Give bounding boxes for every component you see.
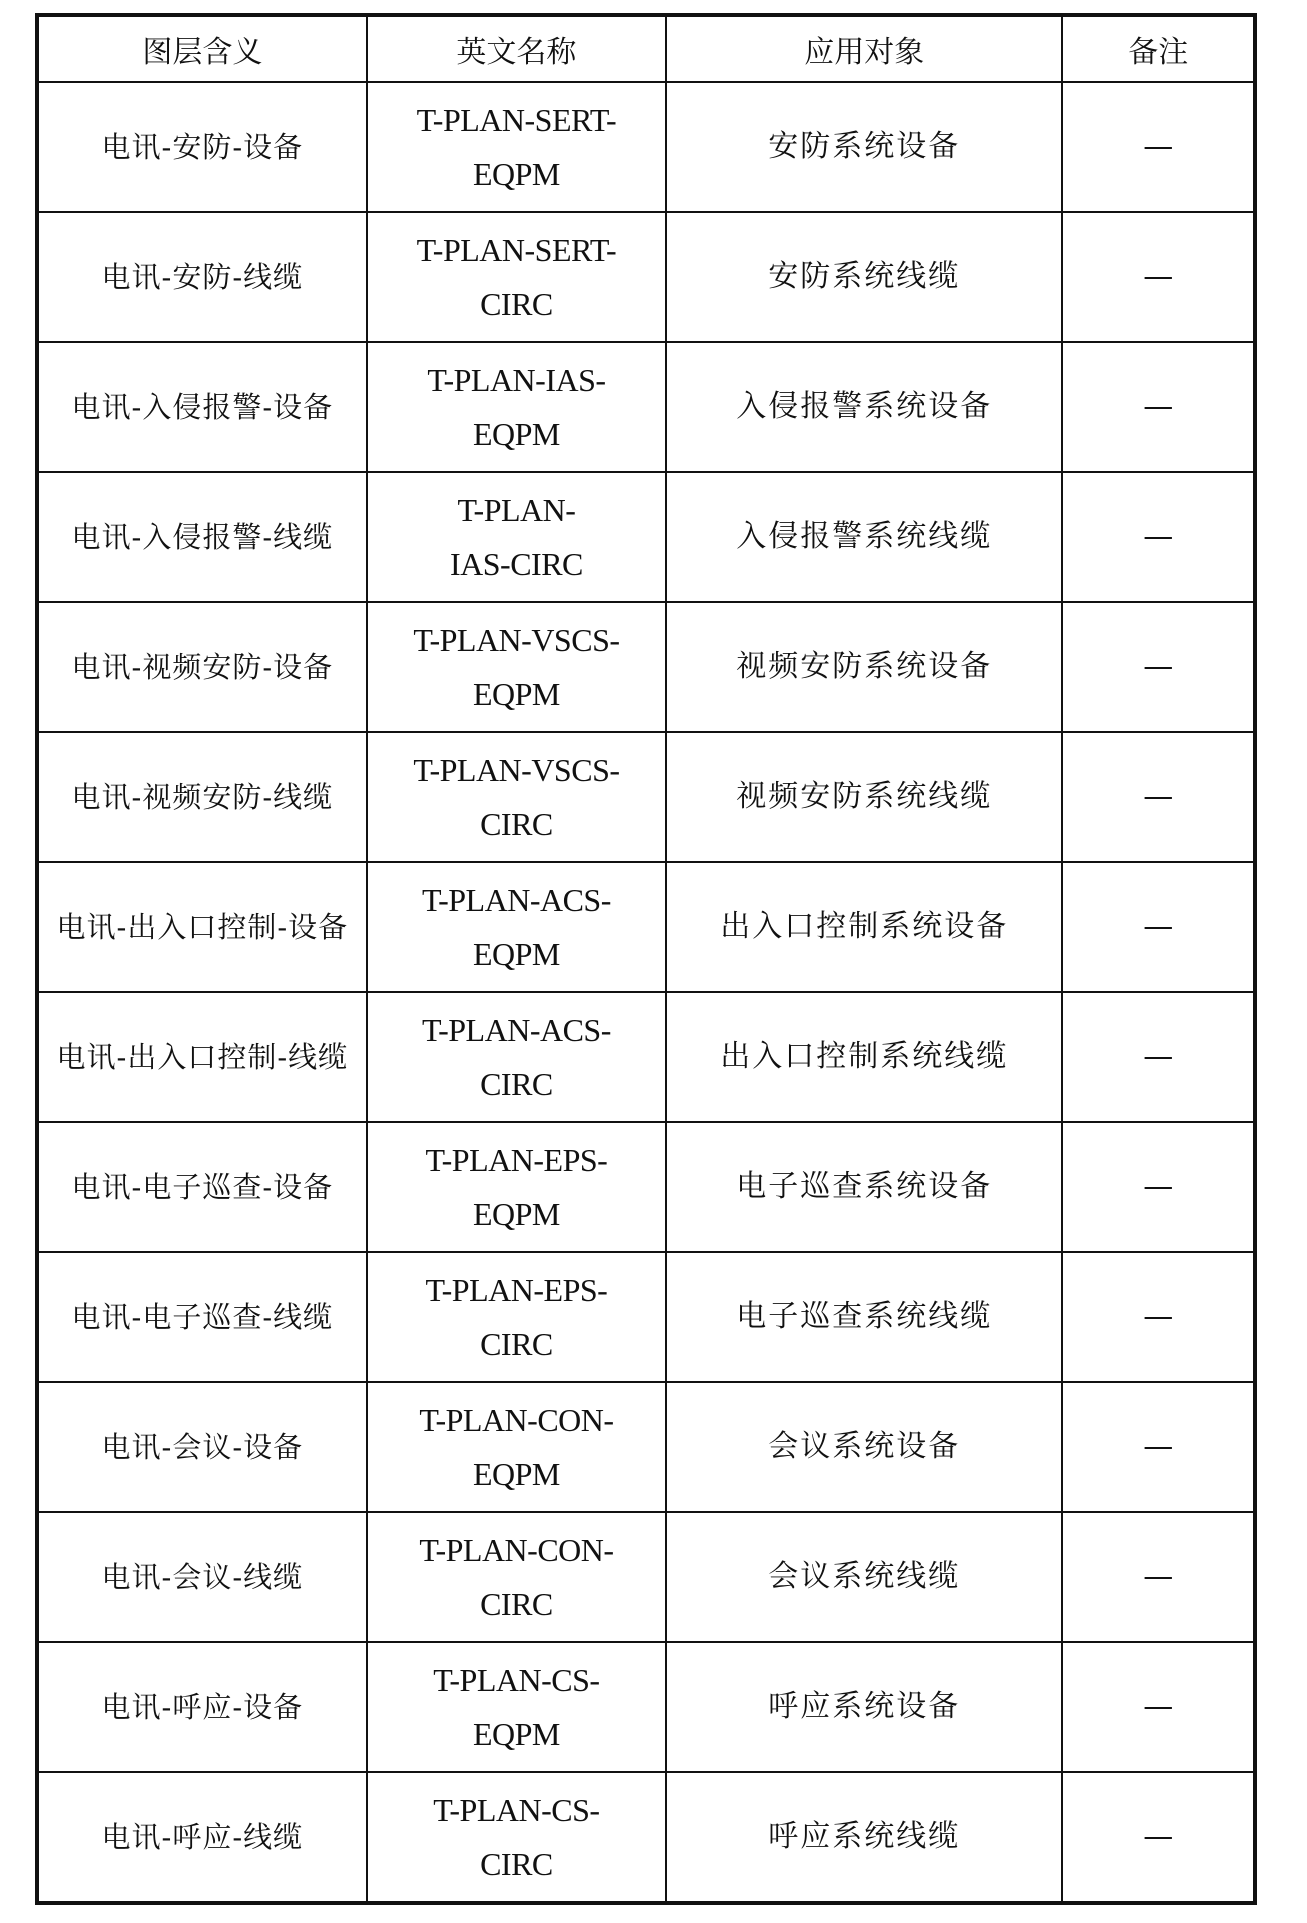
english-name-cell: [367, 212, 666, 342]
application-object-cell: 会议系统线缆: [666, 1512, 1062, 1642]
remark-cell: —: [1062, 212, 1255, 342]
english-name-line-2: IAS-CIRC: [449, 546, 583, 582]
english-name-cell: [367, 602, 666, 732]
english-name-line-1: T-PLAN-SERT-: [416, 102, 617, 138]
english-name-line-1: T-PLAN-SERT-: [416, 232, 617, 268]
layer-meaning-cell: 电讯-会议-线缆: [37, 1512, 367, 1642]
remark-cell: —: [1062, 342, 1255, 472]
remark-cell: —: [1062, 862, 1255, 992]
layer-meaning-cell: 电讯-视频安防-线缆: [37, 732, 367, 862]
english-name-line-2: EQPM: [472, 1456, 560, 1492]
remark-cell: —: [1062, 82, 1255, 212]
application-object-cell: 视频安防系统设备: [666, 602, 1062, 732]
application-object-cell: 出入口控制系统线缆: [666, 992, 1062, 1122]
english-name-line-1: T-PLAN-IAS-: [427, 362, 606, 398]
application-object-cell: 呼应系统设备: [666, 1642, 1062, 1772]
layer-meaning-cell: 电讯-电子巡查-设备: [37, 1122, 367, 1252]
english-name-line-1: T-PLAN-CON-: [419, 1532, 614, 1568]
application-object-cell: 呼应系统线缆: [666, 1772, 1062, 1903]
english-name-line-1: T-PLAN-EPS-: [425, 1272, 608, 1308]
table-row: [37, 1772, 1255, 1903]
layer-meaning-cell: 电讯-视频安防-设备: [37, 602, 367, 732]
table-row: [37, 1252, 1255, 1382]
table-row: [37, 602, 1255, 732]
application-object-cell: 安防系统设备: [666, 82, 1062, 212]
english-name-cell: [367, 1122, 666, 1252]
english-name-line-2: CIRC: [480, 1586, 553, 1622]
english-name-cell: [367, 992, 666, 1122]
english-name-cell: [367, 82, 666, 212]
application-object-cell: 会议系统设备: [666, 1382, 1062, 1512]
layer-table: [35, 13, 1257, 1905]
english-name-line-2: CIRC: [480, 1326, 553, 1362]
table-body: [37, 82, 1255, 1903]
english-name-line-2: CIRC: [480, 1846, 553, 1882]
layer-meaning-cell: 电讯-呼应-线缆: [37, 1772, 367, 1903]
english-name-line-1: T-PLAN-VSCS-: [413, 622, 620, 658]
english-name-cell: [367, 1642, 666, 1772]
remark-cell: —: [1062, 992, 1255, 1122]
english-name-line-1: T-PLAN-VSCS-: [413, 752, 620, 788]
layer-meaning-cell: 电讯-呼应-设备: [37, 1642, 367, 1772]
table-row: [37, 1642, 1255, 1772]
english-name-line-1: T-PLAN-CON-: [419, 1402, 614, 1438]
english-name-cell: [367, 472, 666, 602]
layer-meaning-cell: 电讯-入侵报警-线缆: [37, 472, 367, 602]
english-name-cell: [367, 1252, 666, 1382]
layer-meaning-cell: 电讯-入侵报警-设备: [37, 342, 367, 472]
english-name-line-2: EQPM: [472, 1716, 560, 1752]
table-row: [37, 212, 1255, 342]
table-row: [37, 1512, 1255, 1642]
application-object-cell: 出入口控制系统设备: [666, 862, 1062, 992]
table-row: [37, 82, 1255, 212]
remark-cell: —: [1062, 1642, 1255, 1772]
header-application-object: 应用对象: [666, 15, 1062, 82]
table-row: [37, 732, 1255, 862]
remark-cell: —: [1062, 1382, 1255, 1512]
english-name-line-2: CIRC: [480, 1066, 553, 1102]
english-name-line-1: T-PLAN-CS-: [433, 1662, 600, 1698]
table-row: [37, 1382, 1255, 1512]
english-name-line-1: T-PLAN-: [457, 492, 576, 528]
header-english-name: 英文名称: [367, 15, 666, 82]
application-object-cell: 安防系统线缆: [666, 212, 1062, 342]
english-name-cell: [367, 1772, 666, 1903]
english-name-line-2: EQPM: [472, 936, 560, 972]
remark-cell: —: [1062, 602, 1255, 732]
remark-cell: —: [1062, 1512, 1255, 1642]
table-row: [37, 1122, 1255, 1252]
layer-meaning-cell: 电讯-出入口控制-线缆: [37, 992, 367, 1122]
english-name-line-1: T-PLAN-EPS-: [425, 1142, 608, 1178]
remark-cell: —: [1062, 1122, 1255, 1252]
remark-cell: —: [1062, 472, 1255, 602]
application-object-cell: 视频安防系统线缆: [666, 732, 1062, 862]
english-name-line-2: EQPM: [472, 1196, 560, 1232]
header-layer-meaning: 图层含义: [37, 15, 367, 82]
layer-meaning-cell: 电讯-电子巡查-线缆: [37, 1252, 367, 1382]
application-object-cell: 电子巡查系统设备: [666, 1122, 1062, 1252]
english-name-cell: [367, 1512, 666, 1642]
remark-cell: —: [1062, 1252, 1255, 1382]
english-name-line-2: CIRC: [480, 286, 553, 322]
application-object-cell: 入侵报警系统设备: [666, 342, 1062, 472]
header-remark: 备注: [1062, 15, 1255, 82]
table-row: [37, 992, 1255, 1122]
layer-meaning-cell: 电讯-会议-设备: [37, 1382, 367, 1512]
remark-cell: —: [1062, 1772, 1255, 1903]
application-object-cell: 入侵报警系统线缆: [666, 472, 1062, 602]
table-row: [37, 472, 1255, 602]
english-name-line-1: T-PLAN-CS-: [433, 1792, 600, 1828]
application-object-cell: 电子巡查系统线缆: [666, 1252, 1062, 1382]
english-name-cell: [367, 342, 666, 472]
english-name-line-2: EQPM: [472, 416, 560, 452]
remark-cell: —: [1062, 732, 1255, 862]
table-row: [37, 342, 1255, 472]
english-name-line-2: EQPM: [472, 156, 560, 192]
english-name-line-1: T-PLAN-ACS-: [421, 1012, 611, 1048]
english-name-line-2: CIRC: [480, 806, 553, 842]
table-row: [37, 862, 1255, 992]
english-name-cell: [367, 1382, 666, 1512]
layer-meaning-cell: 电讯-安防-设备: [37, 82, 367, 212]
english-name-cell: [367, 732, 666, 862]
english-name-line-2: EQPM: [472, 676, 560, 712]
layer-meaning-cell: 电讯-安防-线缆: [37, 212, 367, 342]
english-name-cell: [367, 862, 666, 992]
table-header-row: [37, 15, 1255, 82]
english-name-line-1: T-PLAN-ACS-: [421, 882, 611, 918]
layer-meaning-cell: 电讯-出入口控制-设备: [37, 862, 367, 992]
